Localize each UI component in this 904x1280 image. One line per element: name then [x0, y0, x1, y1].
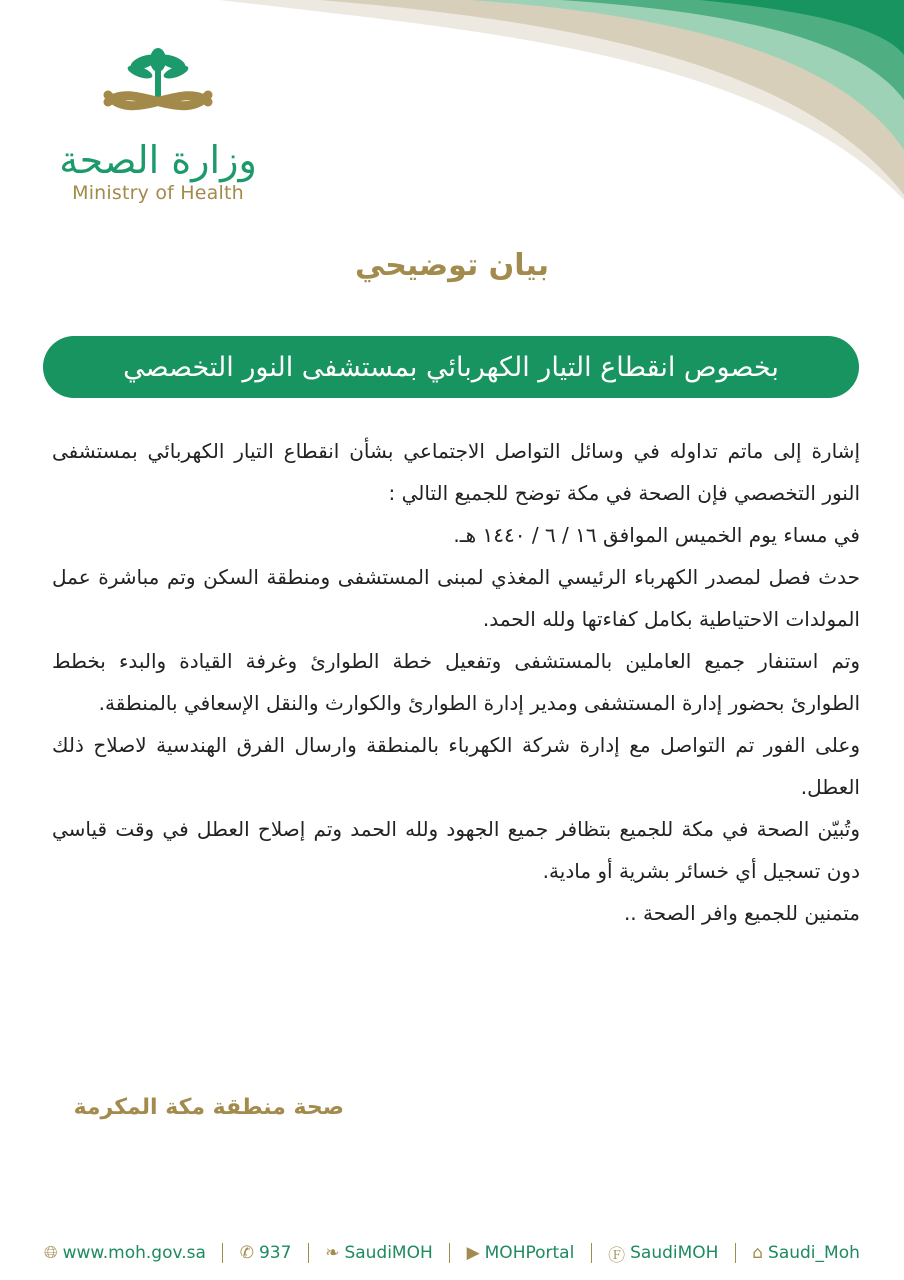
- divider: [735, 1243, 736, 1263]
- footer-youtube[interactable]: [467, 1243, 575, 1263]
- website-text: www.moh.gov.sa: [62, 1243, 206, 1263]
- footer-contacts: [44, 1240, 860, 1266]
- divider: [308, 1243, 309, 1263]
- twitter-text: SaudiMOH: [344, 1243, 433, 1263]
- snapchat-text: Saudi_Moh: [768, 1243, 860, 1263]
- snapchat-icon: ⌂: [752, 1243, 764, 1263]
- ministry-logo: [58, 40, 258, 204]
- footer-facebook[interactable]: [608, 1241, 718, 1266]
- logo-english-text: Ministry of Health: [72, 182, 244, 204]
- facebook-text: SaudiMOH: [630, 1243, 719, 1263]
- twitter-icon: ❧: [325, 1243, 340, 1263]
- facebook-icon: Ⓕ: [608, 1245, 626, 1266]
- paragraph-date: في مساء يوم الخميس الموافق ١٦ / ٦ / ١٤٤٠ هـ.: [453, 523, 860, 547]
- paragraph-resolution: وتُبيّن الصحة في مكة للجميع بتظافر جميع الجهود ولله الحمد وتم إصلاح العطل في وقت قياسي دون تسجيل أي خسائر بشرية أو مادية.: [52, 817, 860, 883]
- paragraph-emergency: وتم استنفار جميع العاملين بالمستشفى وتفعيل خطة الطوارئ وغرفة القيادة والبدء بخطط الطوارئ بحضور إدارة المستشفى ومدير إدارة الطوارئ والكوارث والنقل الإسعافي بالمنطقة.: [52, 649, 860, 715]
- logo-arabic-text: وزارة الصحة: [59, 138, 257, 182]
- phone-icon: ✆: [239, 1243, 254, 1263]
- divider: [222, 1243, 223, 1263]
- phone-text: 937: [258, 1243, 292, 1263]
- paragraph-repair-team: وعلى الفور تم التواصل مع إدارة شركة الكهرباء بالمنطقة وارسال الفرق الهندسية لاصلاح ذلك العطل.: [52, 733, 860, 799]
- footer-website[interactable]: [44, 1243, 206, 1263]
- youtube-text: MOHPortal: [484, 1243, 575, 1263]
- footer-snapchat[interactable]: [752, 1243, 860, 1263]
- footer-phone[interactable]: [240, 1243, 292, 1263]
- divider: [591, 1243, 592, 1263]
- divider: [449, 1243, 450, 1263]
- subject-banner: بخصوص انقطاع التيار الكهربائي بمستشفى النور التخصصي: [43, 336, 859, 398]
- statement-body: [52, 430, 860, 934]
- signature: صحة منطقة مكة المكرمة: [73, 1095, 344, 1120]
- paragraph-closing: متمنين للجميع وافر الصحة ..: [623, 901, 860, 925]
- page-title: بيان توضيحي: [354, 248, 550, 283]
- footer-twitter[interactable]: [325, 1243, 433, 1263]
- paragraph-intro: إشارة إلى ماتم تداوله في وسائل التواصل الاجتماعي بشأن انقطاع التيار الكهربائي بمستشفى النور التخصصي فإن الصحة في مكة توضح للجميع التالي :: [52, 439, 860, 505]
- palm-swords-emblem-icon: [88, 40, 228, 130]
- globe-icon: 🌐︎: [44, 1243, 58, 1263]
- paragraph-incident: حدث فصل لمصدر الكهرباء الرئيسي المغذي لمبنى المستشفى ومنطقة السكن وتم مباشرة عمل المولدات الاحتياطية بكامل كفاءتها ولله الحمد.: [52, 565, 860, 631]
- youtube-icon: ▶: [466, 1243, 480, 1263]
